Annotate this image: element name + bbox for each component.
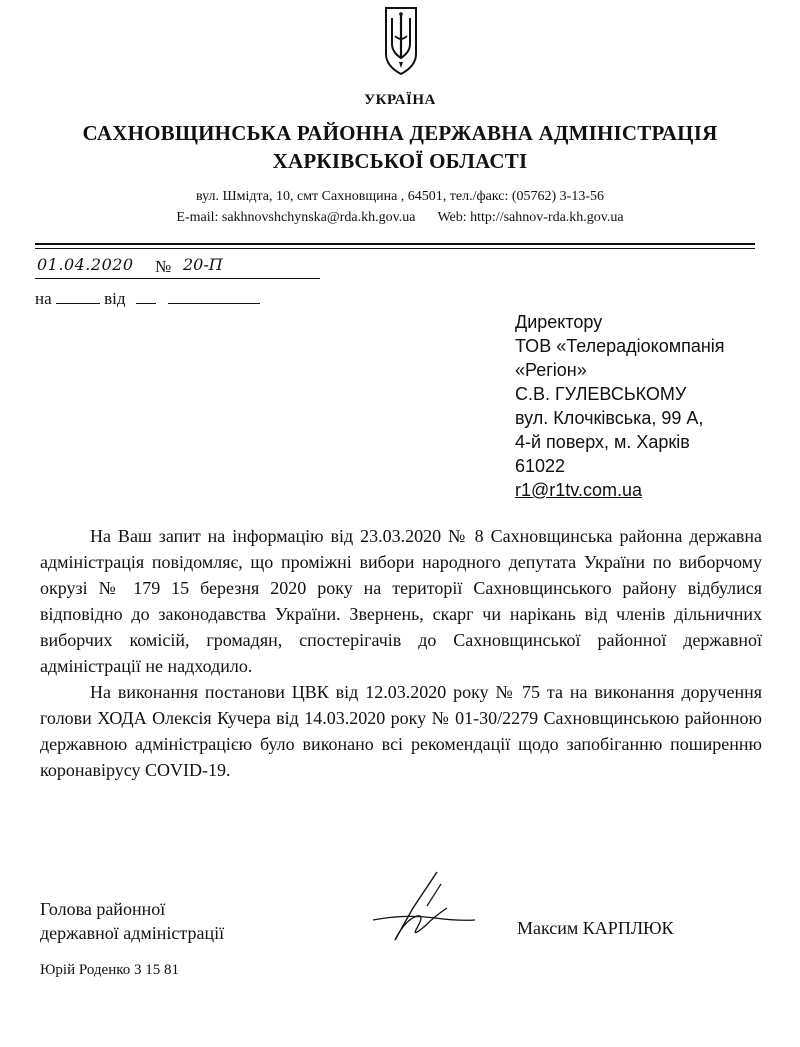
signatory-title-line: державної адміністрації [40, 923, 225, 943]
email-text: E-mail: sakhnovshchynska@rda.kh.gov.ua [176, 210, 416, 225]
recipient-block [515, 310, 725, 502]
reference-date-blank-2 [168, 291, 260, 304]
body-paragraph: На виконання постанови ЦВК від 12.03.2020 року № 75 та на виконання доручення голови ХОДА Олексія Кучера від 14.03.2020 року № 01-30/2279 Сахновщинською районною державною адміністрацією було виконано всі рекомендації щодо запобіганню поширенню коронавірусу COVID-19. [40, 682, 762, 780]
header-divider-thin [35, 248, 755, 249]
header-divider [35, 243, 755, 245]
reference-number-blank [56, 291, 100, 304]
recipient-line: 61022 [515, 456, 566, 476]
registration-line [35, 256, 320, 279]
organization-region: ХАРКІВСЬКОЇ ОБЛАСТІ [272, 149, 528, 173]
organization-contacts [0, 210, 800, 226]
reference-date-blank-1 [136, 291, 156, 304]
signatory-title [40, 897, 224, 945]
reference-na-label: на [35, 289, 52, 308]
recipient-line: «Регіон» [515, 360, 587, 380]
country-name: УКРАЇНА [364, 92, 436, 108]
website-text: Web: http://sahnov-rda.kh.gov.ua [437, 210, 624, 225]
coat-of-arms-trident-icon [383, 6, 419, 76]
letter-body [40, 523, 762, 783]
signatory-name: Максим КАРПЛЮК [517, 918, 674, 938]
recipient-email: r1@r1tv.com.ua [515, 480, 642, 500]
handwritten-signature [365, 868, 480, 953]
organization-name: САХНОВЩИНСЬКА РАЙОННА ДЕРЖАВНА АДМІНІСТРАЦІЯ [82, 121, 718, 145]
recipient-line: С.В. ГУЛЕВСЬКОМУ [515, 384, 687, 404]
registration-number-label: № [155, 257, 172, 276]
organization-address: вул. Шмідта, 10, смт Сахновщина , 64501, тел./факс: (05762) 3-13-56 [195, 189, 605, 204]
recipient-line: Директору [515, 312, 603, 332]
body-paragraph: На Ваш запит на інформацію від 23.03.2020 № 8 Сахновщинська районна державна адміністрація повідомляє, що проміжні вибори народного депутата України по виборчому окрузі № 179 15 березня 2020 року на території Сахновщинського району відбулися відповідно до законодавства України. Звернень, скарг чи нарікань від членів дільничних виборчих комісій, громадян, спостерігачів до Сахновщинської районної державної адміністрації не надходило. [40, 526, 762, 676]
registration-number: 20-П [183, 255, 223, 274]
recipient-line: вул. Клочківська, 99 А, [515, 408, 704, 428]
recipient-line: 4-й поверх, м. Харків [515, 432, 690, 452]
reference-vid-label: від [104, 289, 126, 308]
executor-info: Юрій Роденко 3 15 81 [40, 962, 179, 978]
signatory-title-line: Голова районної [40, 899, 166, 919]
reference-line [35, 289, 260, 309]
recipient-line: ТОВ «Телерадіокомпанія [515, 336, 725, 356]
registration-date: 01.04.2020 [37, 255, 134, 274]
